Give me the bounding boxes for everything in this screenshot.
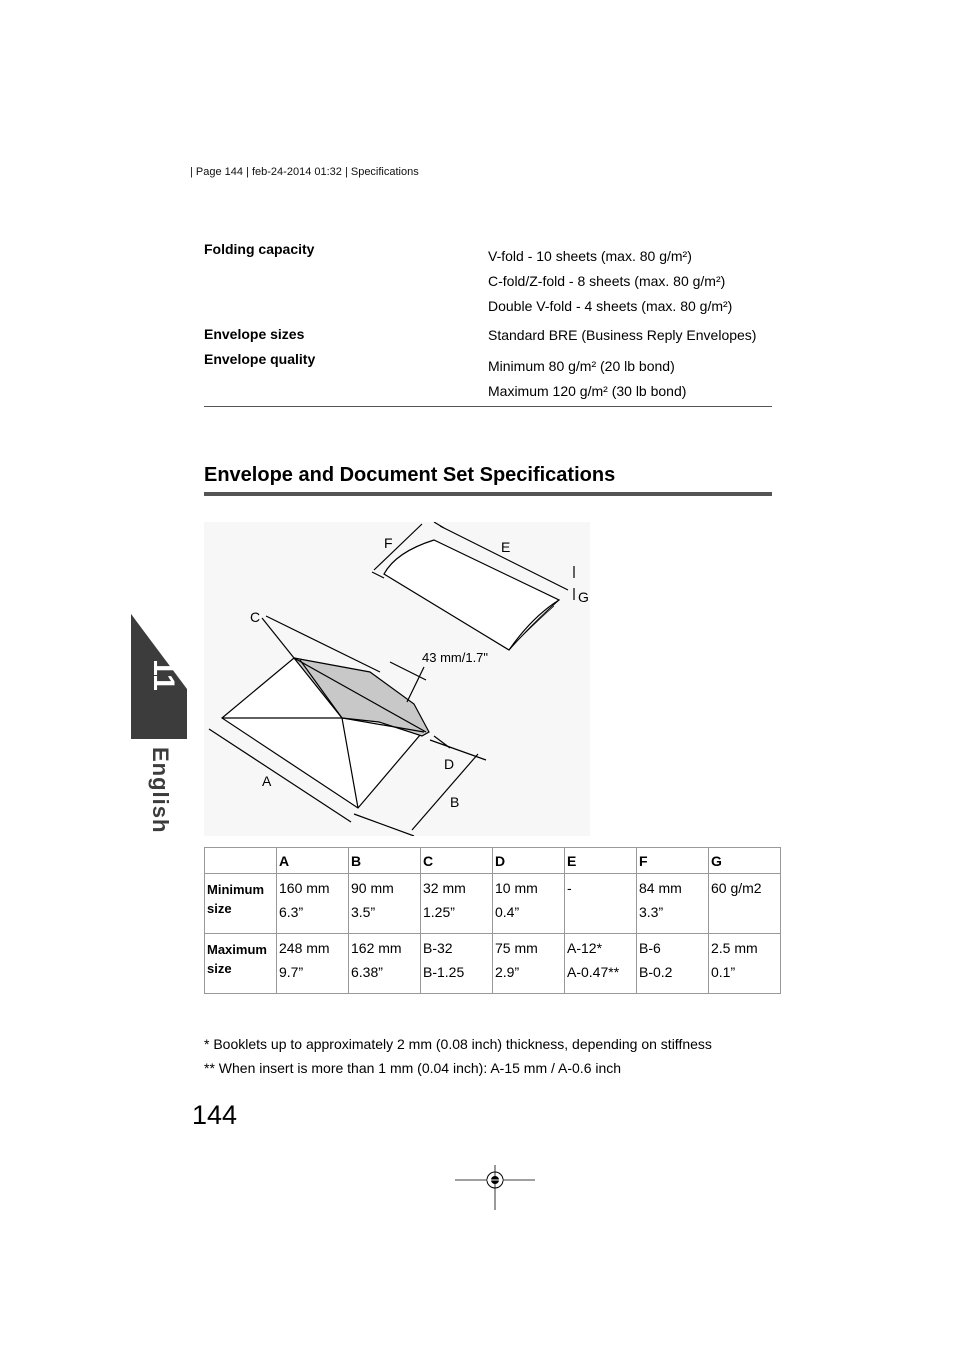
table-cell: [637, 934, 709, 994]
cell-line: 75 mm: [495, 940, 538, 956]
table-cell: [709, 874, 781, 934]
cell-line: B-6: [639, 940, 661, 956]
spec-values: [488, 326, 756, 351]
table-row: [205, 934, 781, 994]
label-a: A: [262, 773, 272, 789]
cell-line: 2.9”: [495, 964, 520, 980]
cell-line: -: [567, 880, 572, 896]
spec-label: Envelope quality: [204, 351, 316, 367]
cell-line: B-0.2: [639, 964, 673, 980]
table-cell: [421, 874, 493, 934]
table-header-cell: [205, 848, 277, 874]
label-flap-dimension: 43 mm/1.7": [422, 650, 489, 665]
spec-value: C-fold/Z-fold - 8 sheets (max. 80 g/m²): [488, 273, 726, 289]
table-cell: [565, 934, 637, 994]
envelope-diagram: [204, 522, 590, 836]
spec-value: Double V-fold - 4 sheets (max. 80 g/m²): [488, 298, 733, 314]
spec-label: Folding capacity: [204, 241, 315, 257]
spec-divider: [204, 406, 772, 407]
dim-flap-line: [390, 662, 426, 680]
cell-line: 9.7”: [279, 964, 304, 980]
cell-line: 10 mm: [495, 880, 538, 896]
page-number: 144: [192, 1100, 238, 1130]
table-cell: [277, 874, 349, 934]
footnote: ** When insert is more than 1 mm (0.04 inch): A-15 mm / A-0.6 inch: [204, 1060, 622, 1076]
cell-line: 160 mm: [279, 880, 330, 896]
cell-line: 6.3”: [279, 904, 304, 920]
cell-line: 60 g/m2: [711, 880, 762, 896]
table-header-cell: D: [493, 848, 565, 874]
table-cell: [709, 934, 781, 994]
cell-line: 1.25”: [423, 904, 455, 920]
cell-line: A-12*: [567, 940, 603, 956]
table-cell: [565, 874, 637, 934]
table-header-cell: F: [637, 848, 709, 874]
table-row: [205, 874, 781, 934]
cell-line: 84 mm: [639, 880, 682, 896]
footnote: * Booklets up to approximately 2 mm (0.08 inch) thickness, depending on stiffness: [204, 1036, 712, 1052]
spec-label: Envelope sizes: [204, 326, 305, 342]
table-cell: [493, 874, 565, 934]
registration-mark-icon: [455, 1160, 535, 1210]
table-header-row: [205, 848, 781, 874]
row-label: Minimum size: [205, 874, 277, 934]
table-cell: [349, 934, 421, 994]
section-title: Envelope and Document Set Specifications: [204, 464, 616, 486]
chapter-language: English: [148, 747, 173, 834]
table-header-cell: E: [565, 848, 637, 874]
spec-value: Standard BRE (Business Reply Envelopes): [488, 327, 757, 343]
table-cell: [421, 934, 493, 994]
spec-value: Minimum 80 g/m² (20 lb bond): [488, 358, 675, 374]
cell-line: 0.1”: [711, 964, 736, 980]
cell-line: 3.3”: [639, 904, 664, 920]
cell-line: B-1.25: [423, 964, 465, 980]
cell-line: 6.38”: [351, 964, 383, 980]
spec-value: V-fold - 10 sheets (max. 80 g/m²): [488, 248, 692, 264]
document-shape: [384, 540, 559, 650]
label-c: C: [250, 609, 261, 625]
cell-line: 3.5”: [351, 904, 376, 920]
spec-value: Maximum 120 g/m² (30 lb bond): [488, 383, 687, 399]
table-header-cell: B: [349, 848, 421, 874]
table-cell: [277, 934, 349, 994]
section-divider: [204, 492, 772, 496]
page-header: | Page 144 | feb-24-2014 01:32 | Specifications: [190, 166, 419, 178]
cell-line: 32 mm: [423, 880, 466, 896]
cell-line: 0.4”: [495, 904, 520, 920]
table-cell: [493, 934, 565, 994]
table-cell: [349, 874, 421, 934]
label-d: D: [444, 756, 455, 772]
label-g: G: [578, 589, 589, 605]
cell-line: 90 mm: [351, 880, 394, 896]
label-b: B: [450, 794, 460, 810]
spec-values: [488, 357, 686, 407]
table-header-cell: G: [709, 848, 781, 874]
label-e: E: [501, 539, 511, 555]
cell-line: 162 mm: [351, 940, 402, 956]
table-header-cell: C: [421, 848, 493, 874]
dimensions-table: [204, 847, 781, 994]
table-cell: [637, 874, 709, 934]
cell-line: A-0.47**: [567, 964, 620, 980]
table-header-cell: A: [277, 848, 349, 874]
chapter-number: 11: [146, 659, 180, 691]
cell-line: B-32: [423, 940, 453, 956]
cell-line: 2.5 mm: [711, 940, 758, 956]
spec-values: [488, 247, 732, 322]
cell-line: 248 mm: [279, 940, 330, 956]
label-f: F: [384, 535, 393, 551]
row-label: Maximum size: [205, 934, 277, 994]
